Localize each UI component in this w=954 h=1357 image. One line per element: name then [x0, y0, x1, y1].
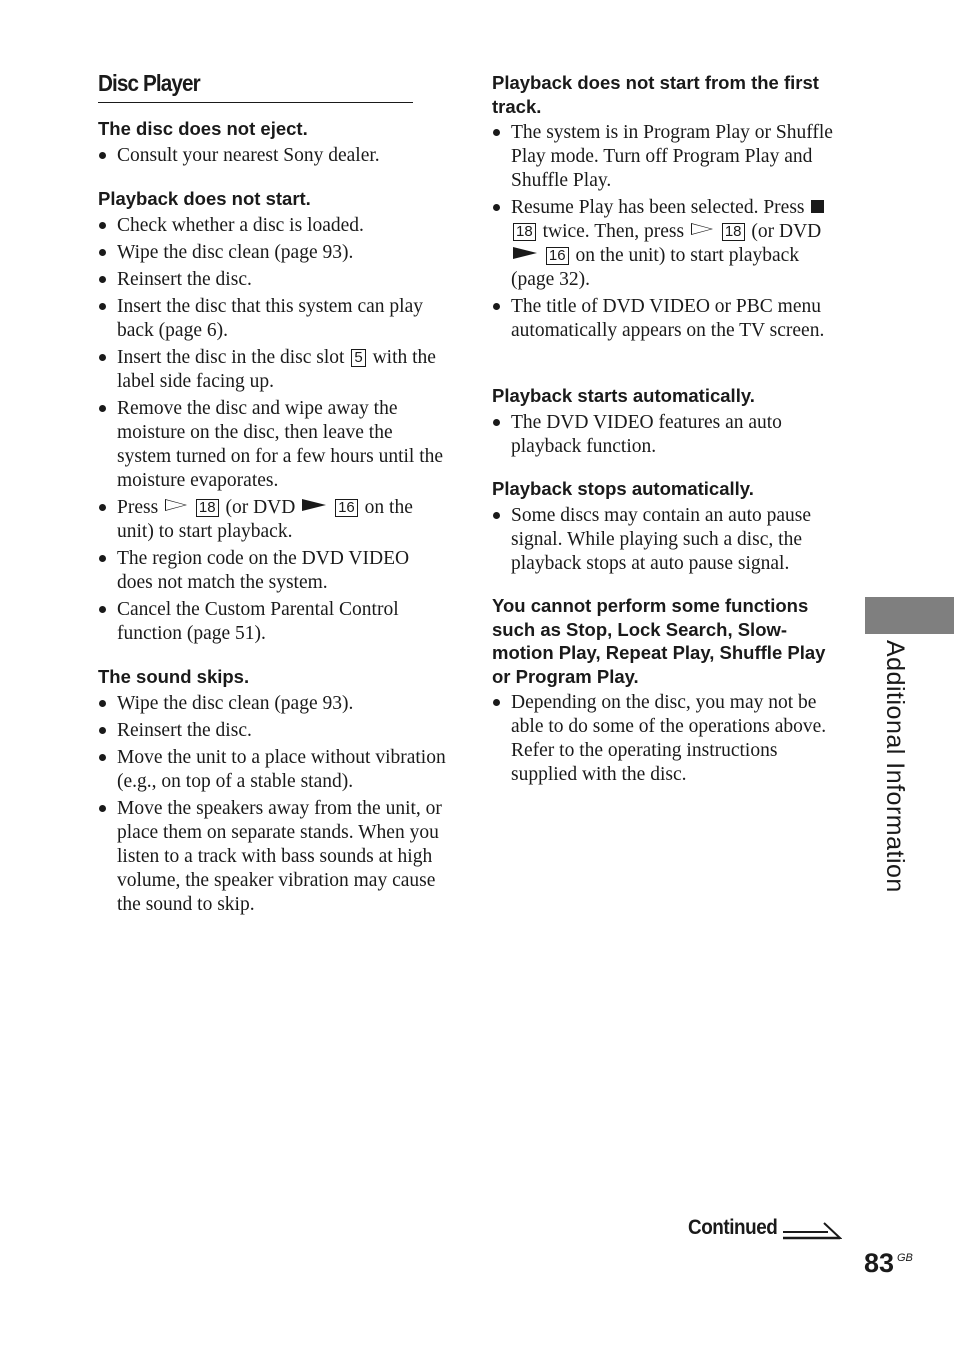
dvd-play-icon [302, 499, 326, 511]
play-pause-icon [165, 499, 187, 511]
topic-disc-not-eject [98, 117, 448, 171]
section-title-text: Disc Player [98, 70, 200, 96]
continued-arrow-icon [782, 1219, 842, 1241]
topic-not-start-first-track [492, 71, 844, 346]
key-18-icon: 18 [513, 223, 536, 241]
list-item: The region code on the DVD VIDEO does not match the system. [98, 547, 448, 595]
item-text: Insert the disc in the disc slot [117, 346, 345, 368]
bullet-list [492, 691, 844, 787]
continued-label: Continued [688, 1216, 778, 1239]
list-item: Cancel the Custom Parental Control function (page 51). [98, 598, 448, 646]
dvd-play-icon [513, 247, 537, 259]
topic-heading: The sound skips. [98, 666, 250, 687]
item-text: twice. Then, press [542, 221, 685, 242]
list-item: The title of DVD VIDEO or PBC menu automatically appears on the TV screen. [492, 295, 844, 343]
side-tab-label: Additional Information [881, 640, 909, 893]
list-item: Move the unit to a place without vibration (e.g., on top of a stable stand). [98, 746, 448, 794]
bullet-list [492, 411, 844, 459]
topic-sound-skips [98, 665, 448, 920]
topic-heading: Playback does not start. [98, 188, 311, 209]
topic-starts-automatically [492, 384, 844, 462]
list-item: Some discs may contain an auto pause signal. While playing such a disc, the playback stops at auto pause signal. [492, 504, 844, 576]
side-tab-marker [865, 597, 954, 634]
key-18-icon: 18 [722, 223, 745, 241]
key-18-icon: 18 [196, 499, 219, 517]
topic-cannot-perform-functions [492, 594, 844, 790]
list-item: Move the speakers away from the unit, or place them on separate stands. When you listen to a track with bass sounds at high volume, the speaker vibration may cause the sound to skip. [98, 797, 448, 917]
list-item: The system is in Program Play or Shuffle Play mode. Turn off Program Play and Shuffle Play. [492, 121, 844, 193]
topic-heading: Playback starts automatically. [492, 385, 755, 406]
list-item: Consult your nearest Sony dealer. [98, 144, 448, 168]
item-text: with the label side facing up. [117, 346, 436, 392]
bullet-list [98, 144, 448, 168]
key-16-icon: 16 [335, 499, 358, 517]
topic-stops-automatically [492, 477, 844, 579]
item-text: Press [117, 496, 159, 518]
key-5-icon: 5 [351, 349, 365, 367]
list-item [98, 346, 448, 394]
item-text: on the unit) to start playback. [117, 496, 413, 542]
list-item: Reinsert the disc. [98, 268, 448, 292]
play-pause-icon [691, 223, 713, 235]
topic-heading: The disc does not eject. [98, 118, 308, 139]
list-item: Wipe the disc clean (page 93). [98, 692, 448, 716]
list-item: Check whether a disc is loaded. [98, 214, 448, 238]
key-16-icon: 16 [546, 247, 569, 265]
page-suffix: GB [897, 1252, 913, 1264]
topic-heading: Playback stops automatically. [492, 478, 754, 499]
section-title [98, 70, 413, 103]
page-number: 83 [864, 1248, 895, 1278]
bullet-list [492, 504, 844, 576]
list-item: Wipe the disc clean (page 93). [98, 241, 448, 265]
list-item: Depending on the disc, you may not be able to do some of the operations above. Refer to the operating instructions supplied with the disc. [492, 691, 844, 787]
list-item: Reinsert the disc. [98, 719, 448, 743]
item-text: on the unit) to start playback (page 32). [511, 245, 800, 290]
list-item: The DVD VIDEO features an auto playback function. [492, 411, 844, 459]
list-item: Insert the disc that this system can play back (page 6). [98, 295, 448, 343]
list-item [492, 196, 844, 292]
list-item [98, 496, 448, 544]
topic-playback-not-start [98, 187, 448, 649]
list-item: Remove the disc and wipe away the moisture on the disc, then leave the system turned on for a few hours until the moisture evaporates. [98, 397, 448, 493]
bullet-list [492, 121, 844, 343]
item-text: (or DVD [751, 221, 822, 242]
bullet-list [98, 214, 448, 646]
topic-heading: You cannot perform some functions such as Stop, Lock Search, Slow-motion Play, Repeat Play, Shuffle Play or Program Play. [492, 595, 826, 687]
bullet-list [98, 692, 448, 917]
topic-heading: Playback does not start from the first track. [492, 72, 819, 117]
item-text: (or DVD [225, 496, 296, 518]
item-text: Resume Play has been selected. Press [511, 197, 805, 218]
stop-icon [811, 200, 824, 213]
